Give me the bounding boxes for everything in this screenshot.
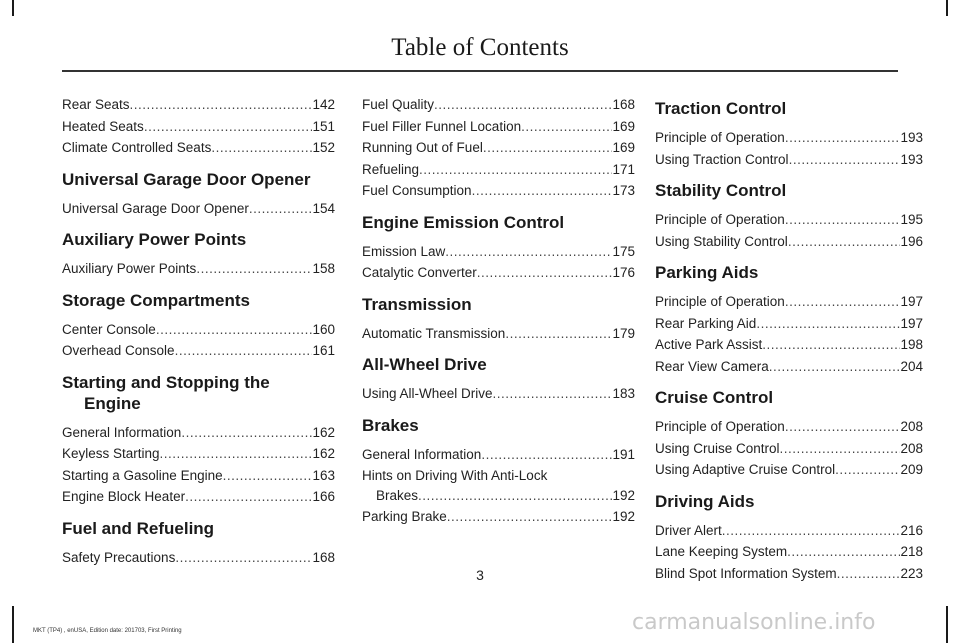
toc-entry[interactable] (655, 357, 923, 377)
dot-leader (160, 444, 313, 464)
toc-entry[interactable] (362, 445, 635, 465)
toc-entry-text: Hints on Driving With Anti-Lock (362, 468, 548, 483)
toc-entry[interactable] (62, 320, 335, 340)
dot-leader (223, 466, 313, 486)
toc-entry-page: 204 (900, 358, 923, 374)
toc-entry[interactable] (62, 466, 335, 486)
section-heading (62, 169, 335, 190)
toc-entry-page: 175 (612, 243, 635, 259)
toc-entry[interactable] (655, 417, 923, 437)
toc-entry-text: Parking Brake (362, 509, 447, 524)
toc-entry[interactable] (62, 259, 335, 279)
toc-entry-page: 168 (612, 97, 635, 112)
toc-entry[interactable] (362, 466, 635, 505)
dot-leader (785, 292, 901, 312)
toc-entry[interactable] (62, 423, 335, 443)
toc-entry[interactable] (362, 263, 635, 283)
dot-leader (483, 138, 613, 158)
toc-entry-page: 179 (612, 325, 635, 341)
dot-leader (788, 232, 901, 252)
toc-entry-text: Principle of Operation (655, 419, 785, 434)
toc-entry-text: Rear View Camera (655, 358, 769, 374)
section-heading-text: Auxiliary Power Points (62, 230, 247, 249)
toc-entry-page: 193 (900, 151, 923, 167)
dot-leader (481, 445, 612, 465)
toc-entry-text: Auxiliary Power Points (62, 261, 197, 276)
edition-footer: MKT (TP4) , enUSA, Edition date: 201703, First Printing (33, 628, 182, 634)
section-heading-text: Transmission (362, 294, 472, 314)
toc-entry[interactable] (362, 117, 635, 137)
dot-leader (477, 263, 613, 283)
toc-entry-text: Blind Spot Information System (655, 565, 837, 581)
toc-entry-text-continuation: Brakes (376, 487, 419, 503)
toc-entry-page: 142 (312, 97, 335, 112)
toc-entry[interactable] (655, 128, 923, 148)
toc-entry-text: Center Console (62, 321, 156, 337)
section-heading-text: Brakes (362, 415, 419, 435)
toc-entry[interactable] (62, 487, 335, 507)
toc-entry-page: 171 (612, 161, 635, 177)
dot-leader (447, 507, 613, 527)
toc-entry-text: Principle of Operation (655, 212, 785, 227)
section-heading (362, 294, 635, 315)
toc-entry-page: 216 (900, 522, 923, 538)
toc-column-2 (362, 95, 635, 529)
toc-entry-text: Fuel Consumption (362, 183, 472, 198)
toc-entry-text: Climate Controlled Seats (62, 140, 212, 155)
dot-leader (756, 314, 900, 334)
toc-entry[interactable] (362, 242, 635, 262)
section-heading-text: Driving Aids (655, 491, 755, 511)
section-heading-text: Universal Garage Door Opener (62, 169, 311, 189)
dot-leader (418, 486, 612, 506)
toc-entry-page: 218 (900, 544, 923, 559)
dot-leader (785, 417, 901, 437)
dot-leader (156, 320, 313, 340)
toc-entry-continuation-line (362, 486, 635, 506)
toc-entry-page: 193 (900, 130, 923, 145)
crop-mark-bottom-right-vertical (946, 606, 948, 643)
toc-entry[interactable] (62, 117, 335, 137)
dot-leader (521, 117, 612, 137)
section-heading (655, 180, 923, 201)
toc-entry[interactable] (362, 95, 635, 115)
dot-leader (785, 128, 901, 148)
dot-leader (722, 521, 901, 541)
toc-entry[interactable] (62, 95, 335, 115)
toc-entry[interactable] (362, 138, 635, 158)
section-heading-text: Cruise Control (655, 388, 774, 407)
dot-leader (130, 95, 313, 115)
dot-leader (144, 117, 313, 137)
toc-entry-page: 198 (900, 337, 923, 352)
toc-entry-text: Lane Keeping System (655, 544, 788, 559)
section-heading-continuation: Engine (84, 393, 141, 413)
toc-entry[interactable] (655, 210, 923, 230)
dot-leader (789, 150, 901, 170)
toc-entry-page: 163 (312, 467, 335, 483)
dot-leader (762, 335, 900, 355)
dot-leader (472, 181, 613, 201)
section-heading (655, 491, 923, 512)
toc-entry[interactable] (62, 444, 335, 464)
toc-entry-text: Driver Alert (655, 522, 722, 538)
section-heading-text: Starting and Stopping the (62, 372, 270, 392)
toc-entry-text: Using Adaptive Cruise Control (655, 462, 836, 477)
toc-entry[interactable] (655, 521, 923, 541)
section-heading (62, 229, 335, 250)
toc-entry-page: 152 (312, 140, 335, 155)
toc-entry-page: 192 (612, 509, 635, 524)
toc-entry-text: Overhead Console (62, 343, 175, 358)
toc-entry-text: General Information (62, 424, 182, 440)
toc-entry-page: 173 (612, 183, 635, 198)
toc-entry-page: 197 (900, 294, 923, 309)
dot-leader (785, 210, 901, 230)
toc-entry-text: Principle of Operation (655, 130, 785, 145)
section-heading (62, 372, 335, 414)
toc-entry[interactable] (362, 384, 635, 404)
toc-entry-text: Engine Block Heater (62, 489, 186, 504)
section-heading-text: Parking Aids (655, 263, 759, 282)
toc-entry[interactable] (655, 335, 923, 355)
page-title: Table of Contents (391, 34, 569, 61)
toc-entry-page: 208 (900, 440, 923, 456)
toc-entry[interactable] (362, 160, 635, 180)
toc-entry[interactable] (655, 460, 923, 480)
toc-entry-text: Using All-Wheel Drive (362, 386, 493, 401)
toc-entry-text: Fuel Filler Funnel Location (362, 118, 522, 134)
toc-entry[interactable] (62, 138, 335, 158)
dot-leader (175, 548, 312, 568)
toc-entry[interactable] (62, 548, 335, 568)
toc-entry[interactable] (362, 181, 635, 201)
toc-entry-page: 162 (312, 424, 335, 440)
toc-entry[interactable] (655, 314, 923, 334)
toc-entry-page: 161 (312, 343, 335, 358)
toc-entry-text: Safety Precautions (62, 549, 176, 565)
section-heading-text: Fuel and Refueling (62, 518, 215, 538)
toc-entry-text: Rear Parking Aid (655, 315, 757, 331)
section-heading (62, 290, 335, 311)
toc-entry-text: Using Stability Control (655, 233, 788, 249)
toc-entry-text: Rear Seats (62, 97, 130, 112)
section-heading-text: Stability Control (655, 181, 787, 200)
toc-entry-page: 162 (312, 446, 335, 461)
section-heading-text: All-Wheel Drive (362, 355, 487, 374)
dot-leader (419, 160, 612, 180)
toc-column-3 (655, 95, 923, 585)
section-heading (362, 212, 635, 233)
toc-entry-page: 169 (612, 140, 635, 155)
toc-entry-page: 183 (612, 386, 635, 401)
toc-entry-text: Using Cruise Control (655, 440, 780, 456)
section-heading (655, 262, 923, 283)
toc-entry[interactable] (655, 542, 923, 562)
toc-entry[interactable] (362, 324, 635, 344)
toc-entry-text: Catalytic Converter (362, 265, 477, 280)
toc-entry-text: General Information (362, 446, 482, 462)
section-heading (362, 415, 635, 436)
watermark: carmanualsonline.info (632, 610, 876, 635)
toc-entry-text: Using Traction Control (655, 151, 789, 167)
toc-entry[interactable] (655, 439, 923, 459)
crop-mark-bottom-left-vertical (12, 606, 14, 643)
dot-leader (175, 341, 313, 361)
section-heading-text: Storage Compartments (62, 290, 250, 310)
section-heading (655, 387, 923, 408)
dot-leader (787, 542, 900, 562)
toc-entry-text: Automatic Transmission (362, 325, 506, 341)
toc-column-1 (62, 95, 335, 569)
toc-entry-text: Emission Law (362, 243, 446, 259)
toc-entry-text: Starting a Gasoline Engine (62, 467, 223, 483)
dot-leader (505, 324, 612, 344)
toc-entry-page: 151 (312, 118, 335, 134)
toc-entry[interactable] (362, 507, 635, 527)
toc-entry-page: 223 (900, 565, 923, 581)
title-divider (62, 70, 898, 72)
toc-entry[interactable] (655, 232, 923, 252)
dot-leader (780, 439, 901, 459)
dot-leader (493, 384, 613, 404)
section-heading-text: Engine Emission Control (362, 212, 565, 232)
toc-entry-page: 192 (612, 487, 635, 503)
toc-entry-text: Active Park Assist (655, 337, 763, 352)
toc-entry[interactable] (655, 292, 923, 312)
toc-entry[interactable] (62, 341, 335, 361)
dot-leader (249, 199, 313, 219)
toc-entry-page: 196 (900, 233, 923, 249)
toc-entry-page: 208 (900, 419, 923, 434)
toc-entry-page: 166 (312, 489, 335, 504)
toc-entry-text: Keyless Starting (62, 446, 160, 461)
crop-mark-top-right-vertical (946, 0, 948, 16)
section-heading (655, 98, 923, 119)
toc-entry-text: Heated Seats (62, 118, 144, 134)
toc-entry-page: 209 (900, 462, 923, 477)
dot-leader (196, 259, 312, 279)
toc-entry-text: Refueling (362, 161, 420, 177)
dot-leader (185, 487, 312, 507)
toc-entry-page: 176 (612, 265, 635, 280)
toc-entry-page: 195 (900, 212, 923, 227)
toc-entry-page: 154 (312, 200, 335, 216)
dot-leader (211, 138, 312, 158)
section-heading-text: Traction Control (655, 99, 787, 118)
toc-entry-page: 160 (312, 321, 335, 337)
dot-leader (181, 423, 312, 443)
dot-leader (835, 460, 900, 480)
toc-entry-text: Running Out of Fuel (362, 140, 483, 155)
toc-entry[interactable] (655, 150, 923, 170)
dot-leader (445, 242, 612, 262)
dot-leader (434, 95, 612, 115)
toc-entry-text: Universal Garage Door Opener (62, 200, 249, 216)
toc-entry-page: 168 (312, 549, 335, 565)
crop-mark-top-left-vertical (12, 0, 14, 16)
toc-entry-page: 169 (612, 118, 635, 134)
section-heading (62, 518, 335, 539)
dot-leader (769, 357, 901, 377)
toc-entry-page: 158 (312, 261, 335, 276)
toc-entry-page: 191 (612, 446, 635, 462)
toc-entry-page: 197 (900, 315, 923, 331)
page-number: 3 (476, 567, 484, 583)
toc-entry[interactable] (62, 199, 335, 219)
toc-entry-text: Fuel Quality (362, 97, 435, 112)
toc-entry-text: Principle of Operation (655, 294, 785, 309)
section-heading (362, 354, 635, 375)
